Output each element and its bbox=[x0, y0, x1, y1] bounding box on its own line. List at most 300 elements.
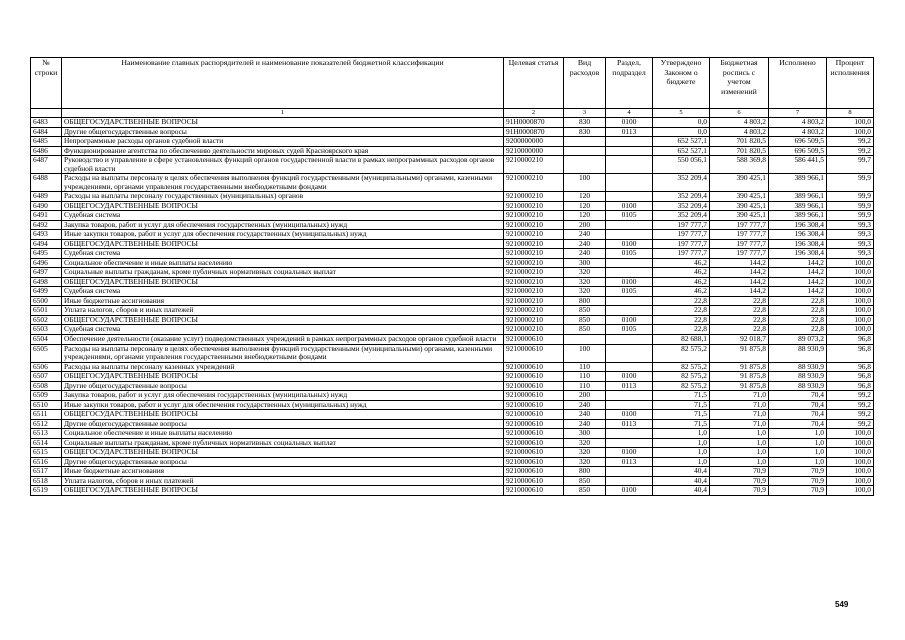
execution-percent-cell: 100,0 bbox=[827, 287, 874, 297]
row-number-cell: 6491 bbox=[31, 211, 62, 221]
expense-type-cell: 110 bbox=[564, 372, 606, 382]
section-cell bbox=[606, 192, 653, 202]
expense-type-cell: 240 bbox=[564, 249, 606, 259]
target-article-cell: 9210000610 bbox=[504, 467, 564, 477]
executed-amount-cell: 1,0 bbox=[769, 448, 827, 458]
column-number: 7 bbox=[769, 109, 827, 118]
row-number-cell: 6518 bbox=[31, 476, 62, 486]
section-cell: 0100 bbox=[606, 201, 653, 211]
item-name-cell: Функционирование агентства по обеспечению деятельности мировых судей Красноярского края bbox=[62, 146, 504, 156]
target-article-cell: 91Н0000870 bbox=[504, 127, 564, 137]
table-row bbox=[31, 258, 874, 268]
table-row bbox=[31, 486, 874, 496]
row-number-cell: 6509 bbox=[31, 391, 62, 401]
budget-schedule-cell: 22,8 bbox=[710, 306, 769, 316]
table-row bbox=[31, 410, 874, 420]
expense-type-cell: 110 bbox=[564, 381, 606, 391]
budget-schedule-cell: 91 875,8 bbox=[710, 362, 769, 372]
budget-schedule-cell: 1,0 bbox=[710, 457, 769, 467]
execution-percent-cell: 100,0 bbox=[827, 467, 874, 477]
executed-amount-cell: 70,4 bbox=[769, 391, 827, 401]
approved-amount-cell: 82 575,2 bbox=[653, 344, 710, 362]
column-header: № строки bbox=[31, 58, 62, 109]
table-row bbox=[31, 201, 874, 211]
executed-amount-cell: 70,4 bbox=[769, 419, 827, 429]
table-body bbox=[31, 118, 874, 496]
section-cell: 0113 bbox=[606, 127, 653, 137]
item-name-cell: Другие общегосударственные вопросы bbox=[62, 457, 504, 467]
table-row bbox=[31, 334, 874, 344]
approved-amount-cell: 550 056,1 bbox=[653, 156, 710, 174]
budget-schedule-cell: 144,2 bbox=[710, 258, 769, 268]
item-name-cell: ОБЩЕГОСУДАРСТВЕННЫЕ ВОПРОСЫ bbox=[62, 118, 504, 128]
expense-type-cell: 300 bbox=[564, 258, 606, 268]
approved-amount-cell: 71,5 bbox=[653, 400, 710, 410]
column-number: 4 bbox=[606, 109, 653, 118]
approved-amount-cell: 40,4 bbox=[653, 486, 710, 496]
item-name-cell: ОБЩЕГОСУДАРСТВЕННЫЕ ВОПРОСЫ bbox=[62, 410, 504, 420]
target-article-cell: 9210000610 bbox=[504, 334, 564, 344]
item-name-cell: Социальные выплаты гражданам, кроме публичных нормативных социальных выплат bbox=[62, 438, 504, 448]
row-number-cell: 6492 bbox=[31, 220, 62, 230]
expense-type-cell: 850 bbox=[564, 486, 606, 496]
target-article-cell: 9210000210 bbox=[504, 239, 564, 249]
row-number-cell: 6484 bbox=[31, 127, 62, 137]
expense-type-cell: 800 bbox=[564, 296, 606, 306]
executed-amount-cell: 696 509,5 bbox=[769, 146, 827, 156]
row-number-cell: 6505 bbox=[31, 344, 62, 362]
executed-amount-cell: 1,0 bbox=[769, 457, 827, 467]
target-article-cell: 9210000610 bbox=[504, 362, 564, 372]
row-number-cell: 6515 bbox=[31, 448, 62, 458]
section-cell: 0105 bbox=[606, 287, 653, 297]
item-name-cell: ОБЩЕГОСУДАРСТВЕННЫЕ ВОПРОСЫ bbox=[62, 315, 504, 325]
executed-amount-cell: 196 308,4 bbox=[769, 230, 827, 240]
executed-amount-cell: 70,9 bbox=[769, 486, 827, 496]
budget-table bbox=[30, 57, 874, 496]
section-cell bbox=[606, 334, 653, 344]
executed-amount-cell: 88 930,9 bbox=[769, 344, 827, 362]
item-name-cell: Расходы на выплаты персоналу казенных учреждений bbox=[62, 362, 504, 372]
execution-percent-cell: 99,3 bbox=[827, 230, 874, 240]
item-name-cell: Иные закупки товаров, работ и услуг для обеспечения государственных (муниципальных) нужд bbox=[62, 230, 504, 240]
table-row bbox=[31, 239, 874, 249]
approved-amount-cell: 82 575,2 bbox=[653, 362, 710, 372]
budget-schedule-cell: 390 425,1 bbox=[710, 211, 769, 221]
budget-schedule-cell: 92 018,7 bbox=[710, 334, 769, 344]
execution-percent-cell: 96,8 bbox=[827, 344, 874, 362]
table-row bbox=[31, 146, 874, 156]
execution-percent-cell: 100,0 bbox=[827, 476, 874, 486]
section-cell bbox=[606, 156, 653, 174]
approved-amount-cell: 652 527,1 bbox=[653, 137, 710, 147]
execution-percent-cell: 96,8 bbox=[827, 362, 874, 372]
execution-percent-cell: 99,3 bbox=[827, 220, 874, 230]
execution-percent-cell: 96,8 bbox=[827, 381, 874, 391]
column-header: Вид расходов bbox=[564, 58, 606, 109]
item-name-cell: ОБЩЕГОСУДАРСТВЕННЫЕ ВОПРОСЫ bbox=[62, 201, 504, 211]
budget-schedule-cell: 22,8 bbox=[710, 325, 769, 335]
page-number: 549 bbox=[835, 600, 849, 609]
execution-percent-cell: 100,0 bbox=[827, 438, 874, 448]
section-cell: 0100 bbox=[606, 410, 653, 420]
execution-percent-cell: 100,0 bbox=[827, 277, 874, 287]
table-row bbox=[31, 137, 874, 147]
approved-amount-cell: 40,4 bbox=[653, 467, 710, 477]
section-cell bbox=[606, 296, 653, 306]
budget-schedule-cell: 22,8 bbox=[710, 315, 769, 325]
section-cell bbox=[606, 467, 653, 477]
item-name-cell: Судебная система bbox=[62, 287, 504, 297]
item-name-cell: Обеспечение деятельности (оказание услуг) подведомственных учреждений в рамках непрограммных расходов органов судебной власти bbox=[62, 334, 504, 344]
row-number-cell: 6516 bbox=[31, 457, 62, 467]
item-name-cell: Другие общегосударственные вопросы bbox=[62, 419, 504, 429]
row-number-cell: 6499 bbox=[31, 287, 62, 297]
section-cell: 0100 bbox=[606, 372, 653, 382]
section-cell bbox=[606, 362, 653, 372]
section-cell: 0113 bbox=[606, 381, 653, 391]
executed-amount-cell: 70,9 bbox=[769, 476, 827, 486]
target-article-cell: 9210000210 bbox=[504, 306, 564, 316]
approved-amount-cell: 352 209,4 bbox=[653, 211, 710, 221]
target-article-cell: 9210000210 bbox=[504, 325, 564, 335]
column-number: 5 bbox=[653, 109, 710, 118]
section-cell bbox=[606, 230, 653, 240]
execution-percent-cell: 99,2 bbox=[827, 137, 874, 147]
expense-type-cell: 320 bbox=[564, 277, 606, 287]
table-row bbox=[31, 362, 874, 372]
expense-type-cell: 850 bbox=[564, 476, 606, 486]
table-row bbox=[31, 400, 874, 410]
column-number: 2 bbox=[504, 109, 564, 118]
execution-percent-cell: 99,3 bbox=[827, 249, 874, 259]
row-number-cell: 6496 bbox=[31, 258, 62, 268]
row-number-cell: 6494 bbox=[31, 239, 62, 249]
row-number-cell: 6502 bbox=[31, 315, 62, 325]
row-number-cell: 6512 bbox=[31, 419, 62, 429]
budget-schedule-cell: 71,0 bbox=[710, 410, 769, 420]
budget-schedule-cell: 144,2 bbox=[710, 287, 769, 297]
executed-amount-cell: 389 966,1 bbox=[769, 201, 827, 211]
section-cell bbox=[606, 476, 653, 486]
row-number-cell: 6501 bbox=[31, 306, 62, 316]
expense-type-cell: 320 bbox=[564, 448, 606, 458]
table-row bbox=[31, 220, 874, 230]
budget-schedule-cell: 22,8 bbox=[710, 296, 769, 306]
row-number-cell: 6514 bbox=[31, 438, 62, 448]
table-header bbox=[31, 58, 874, 118]
execution-percent-cell: 99,7 bbox=[827, 156, 874, 174]
expense-type-cell: 120 bbox=[564, 192, 606, 202]
table-row bbox=[31, 287, 874, 297]
budget-schedule-cell: 390 425,1 bbox=[710, 201, 769, 211]
execution-percent-cell: 96,8 bbox=[827, 334, 874, 344]
expense-type-cell bbox=[564, 146, 606, 156]
expense-type-cell: 300 bbox=[564, 429, 606, 439]
executed-amount-cell: 1,0 bbox=[769, 429, 827, 439]
budget-schedule-cell: 144,2 bbox=[710, 268, 769, 278]
table-row bbox=[31, 381, 874, 391]
target-article-cell: 9210000610 bbox=[504, 410, 564, 420]
row-number-cell: 6489 bbox=[31, 192, 62, 202]
executed-amount-cell: 144,2 bbox=[769, 268, 827, 278]
table-row bbox=[31, 438, 874, 448]
approved-amount-cell: 22,8 bbox=[653, 296, 710, 306]
table-row bbox=[31, 467, 874, 477]
executed-amount-cell: 88 930,9 bbox=[769, 372, 827, 382]
table-row bbox=[31, 118, 874, 128]
approved-amount-cell: 352 209,4 bbox=[653, 192, 710, 202]
row-number-cell: 6483 bbox=[31, 118, 62, 128]
table-row bbox=[31, 268, 874, 278]
row-number-cell: 6497 bbox=[31, 268, 62, 278]
table-row bbox=[31, 230, 874, 240]
row-number-cell: 6510 bbox=[31, 400, 62, 410]
target-article-cell: 9210000210 bbox=[504, 258, 564, 268]
budget-schedule-cell: 1,0 bbox=[710, 429, 769, 439]
approved-amount-cell: 71,5 bbox=[653, 391, 710, 401]
section-cell: 0100 bbox=[606, 448, 653, 458]
expense-type-cell bbox=[564, 334, 606, 344]
column-header: Бюджетная роспись с учетом изменений bbox=[710, 58, 769, 109]
target-article-cell: 9210000610 bbox=[504, 476, 564, 486]
table-row bbox=[31, 448, 874, 458]
executed-amount-cell: 389 966,1 bbox=[769, 192, 827, 202]
expense-type-cell: 100 bbox=[564, 174, 606, 192]
row-number-cell: 6511 bbox=[31, 410, 62, 420]
budget-schedule-cell: 197 777,7 bbox=[710, 249, 769, 259]
expense-type-cell bbox=[564, 156, 606, 174]
approved-amount-cell: 352 209,4 bbox=[653, 201, 710, 211]
section-cell: 0105 bbox=[606, 211, 653, 221]
execution-percent-cell: 100,0 bbox=[827, 486, 874, 496]
section-cell bbox=[606, 146, 653, 156]
target-article-cell: 9210000000 bbox=[504, 146, 564, 156]
budget-schedule-cell: 71,0 bbox=[710, 400, 769, 410]
column-number: 6 bbox=[710, 109, 769, 118]
table-row bbox=[31, 277, 874, 287]
row-number-cell: 6504 bbox=[31, 334, 62, 344]
budget-schedule-cell: 701 820,5 bbox=[710, 137, 769, 147]
budget-schedule-cell: 4 803,2 bbox=[710, 127, 769, 137]
table-row bbox=[31, 429, 874, 439]
execution-percent-cell: 100,0 bbox=[827, 429, 874, 439]
target-article-cell: 9210000610 bbox=[504, 381, 564, 391]
executed-amount-cell: 144,2 bbox=[769, 277, 827, 287]
item-name-cell: Социальное обеспечение и иные выплаты населению bbox=[62, 258, 504, 268]
expense-type-cell bbox=[564, 137, 606, 147]
section-cell: 0100 bbox=[606, 118, 653, 128]
executed-amount-cell: 144,2 bbox=[769, 258, 827, 268]
executed-amount-cell: 196 308,4 bbox=[769, 220, 827, 230]
target-article-cell: 9210000610 bbox=[504, 419, 564, 429]
item-name-cell: Расходы на выплаты персоналу в целях обеспечения выполнения функций государственными (муниципальными) органами, казенными учреждениями, органами управления государственными внебюджетными фондами bbox=[62, 344, 504, 362]
item-name-cell: Уплата налогов, сборов и иных платежей bbox=[62, 306, 504, 316]
item-name-cell: Судебная система bbox=[62, 249, 504, 259]
executed-amount-cell: 586 441,5 bbox=[769, 156, 827, 174]
expense-type-cell: 320 bbox=[564, 287, 606, 297]
execution-percent-cell: 99,9 bbox=[827, 192, 874, 202]
expense-type-cell: 850 bbox=[564, 325, 606, 335]
table-row bbox=[31, 156, 874, 174]
item-name-cell: ОБЩЕГОСУДАРСТВЕННЫЕ ВОПРОСЫ bbox=[62, 372, 504, 382]
table-row bbox=[31, 391, 874, 401]
approved-amount-cell: 46,2 bbox=[653, 258, 710, 268]
execution-percent-cell: 100,0 bbox=[827, 306, 874, 316]
row-number-cell: 6508 bbox=[31, 381, 62, 391]
column-number bbox=[31, 109, 62, 118]
item-name-cell: Судебная система bbox=[62, 211, 504, 221]
row-number-cell: 6519 bbox=[31, 486, 62, 496]
table-row bbox=[31, 315, 874, 325]
executed-amount-cell: 4 803,2 bbox=[769, 127, 827, 137]
target-article-cell: 9210000610 bbox=[504, 438, 564, 448]
item-name-cell: Социальное обеспечение и иные выплаты населению bbox=[62, 429, 504, 439]
section-cell bbox=[606, 137, 653, 147]
approved-amount-cell: 1,0 bbox=[653, 448, 710, 458]
table-row bbox=[31, 419, 874, 429]
executed-amount-cell: 389 966,1 bbox=[769, 211, 827, 221]
table-row bbox=[31, 457, 874, 467]
expense-type-cell: 830 bbox=[564, 127, 606, 137]
row-number-cell: 6488 bbox=[31, 174, 62, 192]
section-cell bbox=[606, 400, 653, 410]
execution-percent-cell: 99,2 bbox=[827, 410, 874, 420]
executed-amount-cell: 88 930,9 bbox=[769, 362, 827, 372]
execution-percent-cell: 100,0 bbox=[827, 268, 874, 278]
executed-amount-cell: 22,8 bbox=[769, 325, 827, 335]
executed-amount-cell: 22,8 bbox=[769, 315, 827, 325]
target-article-cell: 9210000610 bbox=[504, 448, 564, 458]
executed-amount-cell: 70,4 bbox=[769, 400, 827, 410]
execution-percent-cell: 99,9 bbox=[827, 201, 874, 211]
executed-amount-cell: 88 930,9 bbox=[769, 381, 827, 391]
target-article-cell: 9210000210 bbox=[504, 201, 564, 211]
table-row bbox=[31, 296, 874, 306]
expense-type-cell: 800 bbox=[564, 467, 606, 477]
table-row bbox=[31, 174, 874, 192]
item-name-cell: Другие общегосударственные вопросы bbox=[62, 127, 504, 137]
expense-type-cell: 110 bbox=[564, 362, 606, 372]
approved-amount-cell: 71,5 bbox=[653, 410, 710, 420]
target-article-cell: 9210000210 bbox=[504, 277, 564, 287]
item-name-cell: Судебная система bbox=[62, 325, 504, 335]
item-name-cell: Иные бюджетные ассигнования bbox=[62, 467, 504, 477]
approved-amount-cell: 652 527,1 bbox=[653, 146, 710, 156]
row-number-cell: 6506 bbox=[31, 362, 62, 372]
approved-amount-cell: 46,2 bbox=[653, 287, 710, 297]
target-article-cell: 9210000210 bbox=[504, 220, 564, 230]
column-header: Исполнено bbox=[769, 58, 827, 109]
executed-amount-cell: 70,9 bbox=[769, 467, 827, 477]
approved-amount-cell: 197 777,7 bbox=[653, 230, 710, 240]
item-name-cell: Закупка товаров, работ и услуг для обеспечения государственных (муниципальных) нужд bbox=[62, 220, 504, 230]
item-name-cell: Непрограммные расходы органов судебной власти bbox=[62, 137, 504, 147]
execution-percent-cell: 99,2 bbox=[827, 400, 874, 410]
approved-amount-cell: 1,0 bbox=[653, 429, 710, 439]
budget-schedule-cell: 70,9 bbox=[710, 486, 769, 496]
executed-amount-cell: 4 803,2 bbox=[769, 118, 827, 128]
budget-schedule-cell: 70,9 bbox=[710, 476, 769, 486]
budget-schedule-cell: 70,9 bbox=[710, 467, 769, 477]
target-article-cell: 9210000610 bbox=[504, 457, 564, 467]
row-number-cell: 6507 bbox=[31, 372, 62, 382]
execution-percent-cell: 99,9 bbox=[827, 211, 874, 221]
column-header: Процент исполнения bbox=[827, 58, 874, 109]
item-name-cell: Иные закупки товаров, работ и услуг для обеспечения государственных (муниципальных) нужд bbox=[62, 400, 504, 410]
approved-amount-cell: 46,2 bbox=[653, 268, 710, 278]
budget-schedule-cell: 390 425,1 bbox=[710, 174, 769, 192]
budget-schedule-cell: 197 777,7 bbox=[710, 230, 769, 240]
item-name-cell: Закупка товаров, работ и услуг для обеспечения государственных (муниципальных) нужд bbox=[62, 391, 504, 401]
budget-schedule-cell: 71,0 bbox=[710, 419, 769, 429]
section-cell: 0113 bbox=[606, 419, 653, 429]
section-cell bbox=[606, 438, 653, 448]
section-cell bbox=[606, 306, 653, 316]
table-row bbox=[31, 372, 874, 382]
table-row bbox=[31, 249, 874, 259]
execution-percent-cell: 96,8 bbox=[827, 372, 874, 382]
expense-type-cell: 240 bbox=[564, 400, 606, 410]
execution-percent-cell: 100,0 bbox=[827, 448, 874, 458]
approved-amount-cell: 82 688,1 bbox=[653, 334, 710, 344]
approved-amount-cell: 71,5 bbox=[653, 419, 710, 429]
table-row bbox=[31, 211, 874, 221]
expense-type-cell: 320 bbox=[564, 457, 606, 467]
execution-percent-cell: 99,2 bbox=[827, 146, 874, 156]
column-header: Раздел, подраздел bbox=[606, 58, 653, 109]
target-article-cell: 9210000210 bbox=[504, 211, 564, 221]
item-name-cell: Руководство и управление в сфере установленных функций органов государственной власти в рамках непрограммных расходов органов судебной власти bbox=[62, 156, 504, 174]
budget-schedule-cell: 701 820,5 bbox=[710, 146, 769, 156]
target-article-cell: 9210000610 bbox=[504, 429, 564, 439]
expense-type-cell: 320 bbox=[564, 268, 606, 278]
approved-amount-cell: 352 209,4 bbox=[653, 174, 710, 192]
executed-amount-cell: 144,2 bbox=[769, 287, 827, 297]
budget-schedule-cell: 144,2 bbox=[710, 277, 769, 287]
execution-percent-cell: 100,0 bbox=[827, 315, 874, 325]
expense-type-cell: 100 bbox=[564, 344, 606, 362]
budget-schedule-cell: 91 875,8 bbox=[710, 344, 769, 362]
item-name-cell: ОБЩЕГОСУДАРСТВЕННЫЕ ВОПРОСЫ bbox=[62, 486, 504, 496]
target-article-cell: 91Н0000870 bbox=[504, 118, 564, 128]
target-article-cell: 9200000000 bbox=[504, 137, 564, 147]
row-number-cell: 6513 bbox=[31, 429, 62, 439]
table-row bbox=[31, 344, 874, 362]
row-number-cell: 6493 bbox=[31, 230, 62, 240]
table-row bbox=[31, 325, 874, 335]
section-cell: 0100 bbox=[606, 315, 653, 325]
column-header: Целевая статья bbox=[504, 58, 564, 109]
item-name-cell: Социальные выплаты гражданам, кроме публичных нормативных социальных выплат bbox=[62, 268, 504, 278]
budget-schedule-cell: 197 777,7 bbox=[710, 239, 769, 249]
section-cell: 0105 bbox=[606, 325, 653, 335]
approved-amount-cell: 0,0 bbox=[653, 118, 710, 128]
approved-amount-cell: 197 777,7 bbox=[653, 220, 710, 230]
column-header: Утверждено Законом о бюджете bbox=[653, 58, 710, 109]
budget-schedule-cell: 1,0 bbox=[710, 438, 769, 448]
budget-schedule-cell: 4 803,2 bbox=[710, 118, 769, 128]
approved-amount-cell: 197 777,7 bbox=[653, 239, 710, 249]
budget-schedule-cell: 71,0 bbox=[710, 391, 769, 401]
row-number-cell: 6503 bbox=[31, 325, 62, 335]
approved-amount-cell: 22,8 bbox=[653, 325, 710, 335]
section-cell: 0105 bbox=[606, 249, 653, 259]
approved-amount-cell: 22,8 bbox=[653, 315, 710, 325]
approved-amount-cell: 22,8 bbox=[653, 306, 710, 316]
expense-type-cell: 120 bbox=[564, 211, 606, 221]
section-cell: 0100 bbox=[606, 277, 653, 287]
